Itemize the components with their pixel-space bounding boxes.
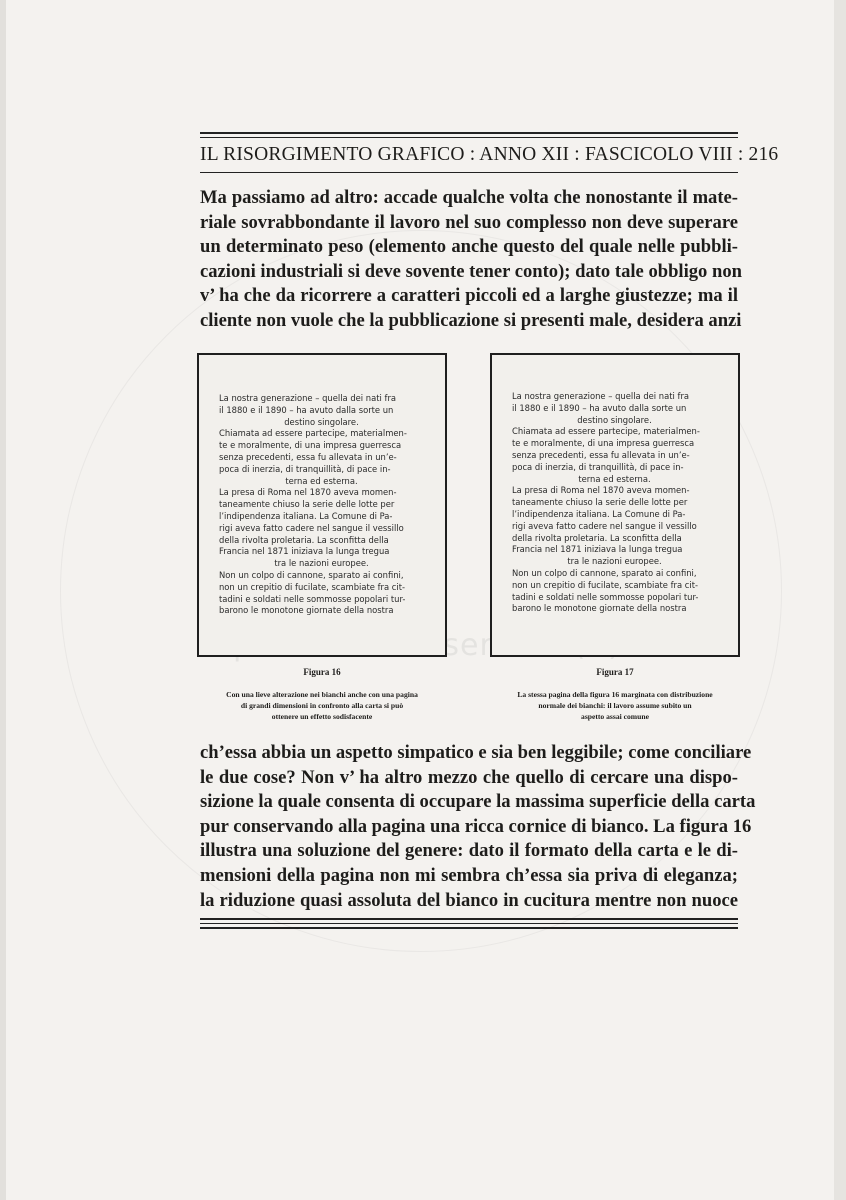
sample-line: l’indipendenza italiana. La Comune di Pa- <box>512 508 686 519</box>
sample-line: senza precedenti, essa fu allevata in un’e- <box>219 451 397 462</box>
text-line: v’ ha che da ricorrere a caratteri piccoli ed a larghe giustezze; ma il <box>200 285 738 307</box>
figure-17-caption <box>490 689 740 722</box>
sample-line: terna ed esterna. <box>285 475 358 486</box>
sample-line: poca di inerzia, di tranquillità, di pace in- <box>512 461 684 472</box>
text-line: mensioni della pagina non mi sembra ch’essa sia priva di eleganza; <box>200 864 738 886</box>
sample-line: Francia nel 1871 iniziava la lunga tregua <box>219 546 390 557</box>
figure-16-caption <box>197 689 447 722</box>
text-line: ch’essa abbia un aspetto simpatico e sia ben leggibile; come conciliare <box>200 742 752 763</box>
figure-16-sample-text <box>219 393 424 617</box>
header-underline <box>200 172 738 173</box>
text-line: un determinato peso (elemento anche questo del quale nelle pubbli- <box>200 236 738 258</box>
text-line: pur conservando alla pagina una ricca cornice di bianco. La figura 16 <box>200 815 752 837</box>
sample-line: te e moralmente, di una impresa guerresca <box>512 438 695 449</box>
sample-line: senza precedenti, essa fu allevata in un’e- <box>512 449 690 460</box>
caption-line: normale dei bianchi: il lavoro assume subito un <box>538 701 692 710</box>
page-edge-right <box>834 0 846 1200</box>
text-line: Ma passiamo ad altro: accade qualche volta che nonostante il mate- <box>200 187 738 208</box>
text-line: la riduzione quasi assoluta del bianco in cucitura mentre non nuoce <box>200 889 738 911</box>
sample-line: tra le nazioni europee. <box>274 558 369 569</box>
figure-16 <box>197 353 447 722</box>
sample-line: barono le monotone giornate della nostra <box>219 605 394 616</box>
sample-line: rigi aveva fatto cadere nel sangue il vessillo <box>219 522 404 533</box>
sample-line: barono le monotone giornate della nostra <box>512 603 687 614</box>
sample-line: taneamente chiuso la serie delle lotte per <box>219 499 395 510</box>
sample-line: destino singolare. <box>284 416 359 427</box>
sample-line: poca di inerzia, di tranquillità, di pace in- <box>219 463 391 474</box>
sample-line: Francia nel 1871 iniziava la lunga tregua <box>512 544 683 555</box>
paragraph-bottom <box>200 741 756 913</box>
running-header: IL RISORGIMENTO GRAFICO : ANNO XII : FASCICOLO VIII : 216 <box>200 144 779 165</box>
sample-line: Non un colpo di cannone, sparato ai confini, <box>512 567 697 578</box>
figure-16-page-sample <box>197 353 447 657</box>
caption-line: Con una lieve alterazione nei bianchi anche con una pagina <box>226 690 418 699</box>
sample-line: non un crepitio di fucilate, scambiate fra cit- <box>219 581 406 592</box>
sample-line: La presa di Roma nel 1870 aveva momen- <box>512 485 690 496</box>
sample-line: non un crepitio di fucilate, scambiate fra cit- <box>512 579 699 590</box>
sample-line: Non un colpo di cannone, sparato ai confini, <box>219 569 404 580</box>
figure-17-sample-text <box>512 391 717 615</box>
sample-line: Chiamata ad essere partecipe, materialmen- <box>219 428 407 439</box>
figure-17 <box>490 353 740 722</box>
sample-line: Chiamata ad essere partecipe, materialmen- <box>512 426 700 437</box>
sample-line: tadini e soldati nelle sommosse popolari tur- <box>512 591 699 602</box>
caption-line: La stessa pagina della figura 16 marginata con distribuzione <box>517 690 713 699</box>
sample-line: destino singolare. <box>577 414 652 425</box>
text-line: sizione la quale consenta di occupare la massima superficie della carta <box>200 791 756 813</box>
paragraph-top <box>200 186 742 334</box>
sample-line: il 1880 e il 1890 – ha avuto dalla sorte un <box>219 404 394 415</box>
top-rule <box>200 132 738 138</box>
sample-line: taneamente chiuso la serie delle lotte per <box>512 497 688 508</box>
text-line: le due cose? Non v’ ha altro mezzo che quello di cercare una dispo- <box>200 766 738 788</box>
sample-line: La presa di Roma nel 1870 aveva momen- <box>219 487 397 498</box>
sample-line: il 1880 e il 1890 – ha avuto dalla sorte un <box>512 402 687 413</box>
sample-line: La nostra generazione – quella dei nati fra <box>219 393 397 403</box>
sample-line: della rivolta proletaria. La sconfitta della <box>219 534 389 545</box>
sample-line: tadini e soldati nelle sommosse popolari tur- <box>219 593 406 604</box>
sample-line: La nostra generazione – quella dei nati fra <box>512 391 690 401</box>
text-line: illustra una soluzione del genere: dato il formato della carta e le di- <box>200 840 738 862</box>
caption-line: aspetto assai comune <box>581 712 649 721</box>
sample-line: tra le nazioni europee. <box>567 556 662 567</box>
sample-line: l’indipendenza italiana. La Comune di Pa- <box>219 510 393 521</box>
figure-17-page-sample <box>490 353 740 657</box>
figure-16-title: Figura 16 <box>303 667 341 677</box>
text-line: riale sovrabbondante il lavoro nel suo complesso non deve superare <box>200 211 738 233</box>
caption-line: ottenere un effetto sodisfacente <box>271 712 373 721</box>
sample-line: terna ed esterna. <box>578 473 651 484</box>
caption-line: di grandi dimensioni in confronto alla carta si può <box>240 701 404 710</box>
sample-line: rigi aveva fatto cadere nel sangue il vessillo <box>512 520 697 531</box>
text-line: cazioni industriali si deve sovente tener conto); dato tale obbligo non <box>200 260 742 282</box>
sample-line: te e moralmente, di una impresa guerresca <box>219 440 402 451</box>
text-line: cliente non vuole che la pubblicazione si presenti male, desidera anzi <box>200 309 742 331</box>
bottom-rule <box>200 918 738 929</box>
figure-17-title: Figura 17 <box>596 667 634 677</box>
sample-line: della rivolta proletaria. La sconfitta della <box>512 532 682 543</box>
page-edge-left <box>0 0 6 1200</box>
